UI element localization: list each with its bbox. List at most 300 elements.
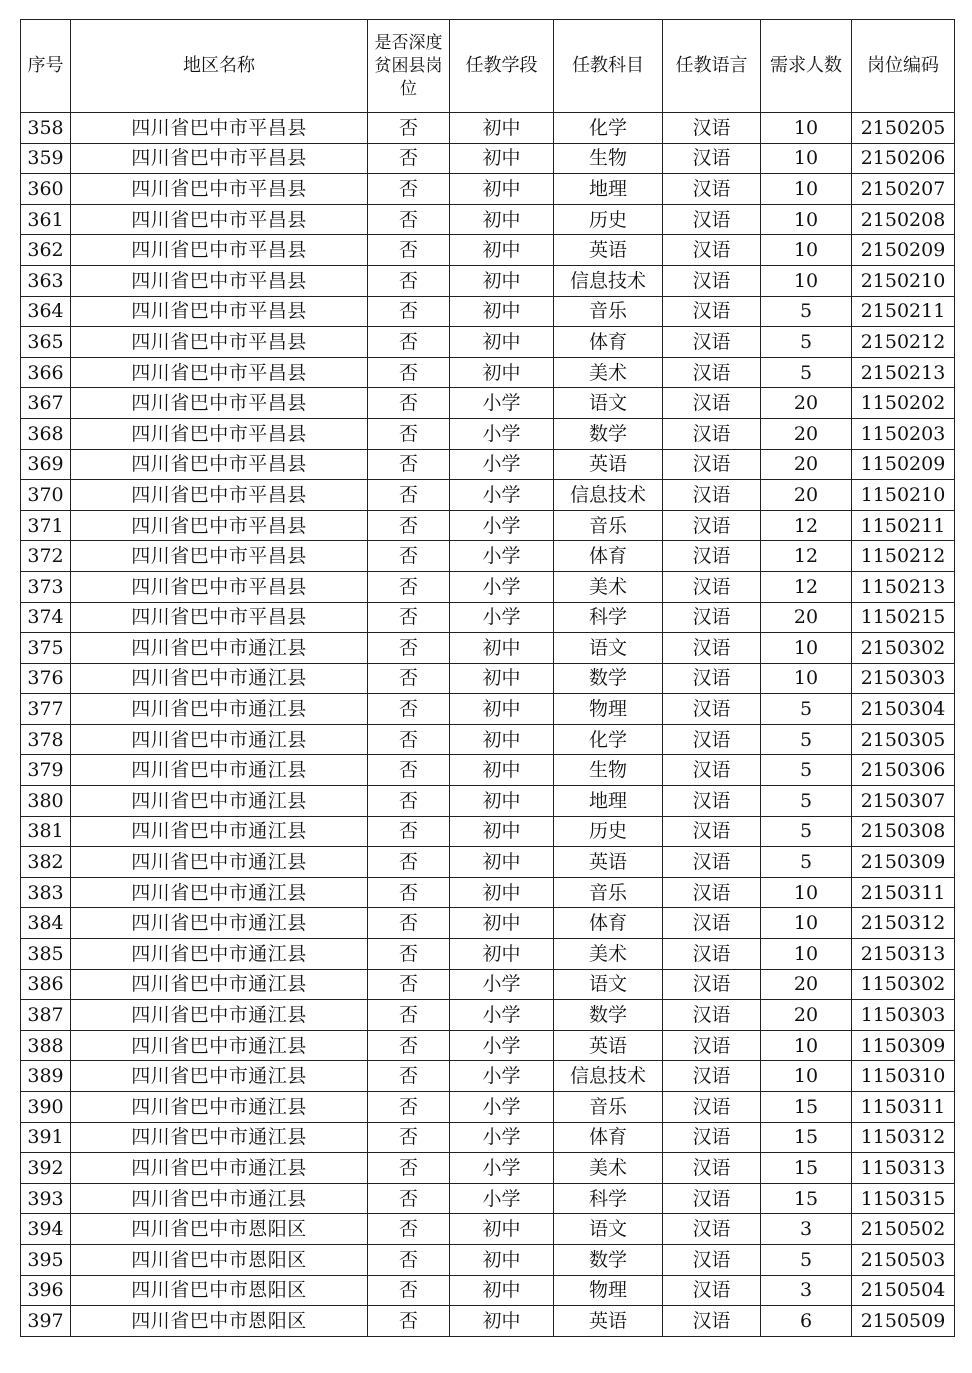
row-number-cell: 373 — [21, 571, 71, 602]
demand-cell: 5 — [761, 296, 852, 327]
demand-cell: 10 — [761, 113, 852, 144]
demand-cell: 5 — [761, 755, 852, 786]
demand-cell: 20 — [761, 418, 852, 449]
subject-cell: 信息技术 — [554, 480, 663, 511]
language-cell: 汉语 — [663, 541, 761, 572]
language-cell: 汉语 — [663, 1000, 761, 1031]
region-cell: 四川省巴中市通江县 — [71, 1061, 368, 1092]
demand-cell: 10 — [761, 939, 852, 970]
region-cell: 四川省巴中市通江县 — [71, 1153, 368, 1184]
job-code-cell: 1150310 — [852, 1061, 955, 1092]
row-number-cell: 374 — [21, 602, 71, 633]
row-number-cell: 396 — [21, 1275, 71, 1306]
header-cell: 地区名称 — [71, 20, 368, 113]
subject-cell: 语文 — [554, 388, 663, 419]
stage-cell: 小学 — [450, 418, 554, 449]
stage-cell: 初中 — [450, 174, 554, 205]
subject-cell: 语文 — [554, 1214, 663, 1245]
row-number-cell: 371 — [21, 510, 71, 541]
stage-cell: 初中 — [450, 724, 554, 755]
subject-cell: 化学 — [554, 113, 663, 144]
table-row — [21, 327, 955, 358]
table-row — [21, 755, 955, 786]
poverty-flag-cell: 否 — [368, 541, 450, 572]
subject-cell: 科学 — [554, 1183, 663, 1214]
job-code-cell: 2150305 — [852, 724, 955, 755]
job-code-cell: 1150303 — [852, 1000, 955, 1031]
region-cell: 四川省巴中市平昌县 — [71, 143, 368, 174]
job-code-cell: 1150312 — [852, 1122, 955, 1153]
poverty-flag-cell: 否 — [368, 694, 450, 725]
table-row — [21, 1000, 955, 1031]
job-code-cell: 1150202 — [852, 388, 955, 419]
subject-cell: 物理 — [554, 694, 663, 725]
job-code-cell: 2150503 — [852, 1244, 955, 1275]
language-cell: 汉语 — [663, 1122, 761, 1153]
stage-cell: 初中 — [450, 755, 554, 786]
language-cell: 汉语 — [663, 418, 761, 449]
region-cell: 四川省巴中市平昌县 — [71, 357, 368, 388]
table-row — [21, 541, 955, 572]
poverty-flag-cell: 否 — [368, 847, 450, 878]
row-number-cell: 362 — [21, 235, 71, 266]
job-table — [20, 19, 955, 1337]
language-cell: 汉语 — [663, 204, 761, 235]
row-number-cell: 361 — [21, 204, 71, 235]
poverty-flag-cell: 否 — [368, 296, 450, 327]
region-cell: 四川省巴中市恩阳区 — [71, 1214, 368, 1245]
region-cell: 四川省巴中市恩阳区 — [71, 1306, 368, 1337]
table-row — [21, 480, 955, 511]
poverty-flag-cell: 否 — [368, 174, 450, 205]
poverty-flag-cell: 否 — [368, 571, 450, 602]
language-cell: 汉语 — [663, 1061, 761, 1092]
row-number-cell: 377 — [21, 694, 71, 725]
header-cell: 任教科目 — [554, 20, 663, 113]
language-cell: 汉语 — [663, 1092, 761, 1123]
job-code-cell: 2150306 — [852, 755, 955, 786]
table-row — [21, 571, 955, 602]
language-cell: 汉语 — [663, 235, 761, 266]
demand-cell: 10 — [761, 908, 852, 939]
demand-cell: 20 — [761, 388, 852, 419]
language-cell: 汉语 — [663, 327, 761, 358]
poverty-flag-cell: 否 — [368, 449, 450, 480]
header-cell: 是否深度贫困县岗位 — [368, 20, 450, 113]
row-number-cell: 369 — [21, 449, 71, 480]
table-row — [21, 1153, 955, 1184]
region-cell: 四川省巴中市平昌县 — [71, 510, 368, 541]
language-cell: 汉语 — [663, 633, 761, 664]
job-code-cell: 2150303 — [852, 663, 955, 694]
subject-cell: 体育 — [554, 908, 663, 939]
table-row — [21, 388, 955, 419]
job-code-cell: 2150211 — [852, 296, 955, 327]
header-cell: 需求人数 — [761, 20, 852, 113]
demand-cell: 15 — [761, 1183, 852, 1214]
table-row — [21, 113, 955, 144]
demand-cell: 10 — [761, 1061, 852, 1092]
poverty-flag-cell: 否 — [368, 939, 450, 970]
stage-cell: 小学 — [450, 1122, 554, 1153]
language-cell: 汉语 — [663, 786, 761, 817]
table-row — [21, 724, 955, 755]
language-cell: 汉语 — [663, 1306, 761, 1337]
region-cell: 四川省巴中市通江县 — [71, 816, 368, 847]
row-number-cell: 386 — [21, 969, 71, 1000]
table-row — [21, 1122, 955, 1153]
demand-cell: 20 — [761, 449, 852, 480]
language-cell: 汉语 — [663, 113, 761, 144]
stage-cell: 小学 — [450, 541, 554, 572]
stage-cell: 初中 — [450, 786, 554, 817]
job-code-cell: 2150502 — [852, 1214, 955, 1245]
demand-cell: 15 — [761, 1092, 852, 1123]
job-code-cell: 1150215 — [852, 602, 955, 633]
region-cell: 四川省巴中市通江县 — [71, 663, 368, 694]
job-code-cell: 1150212 — [852, 541, 955, 572]
poverty-flag-cell: 否 — [368, 816, 450, 847]
demand-cell: 10 — [761, 204, 852, 235]
region-cell: 四川省巴中市平昌县 — [71, 327, 368, 358]
table-row — [21, 1214, 955, 1245]
language-cell: 汉语 — [663, 816, 761, 847]
subject-cell: 化学 — [554, 724, 663, 755]
region-cell: 四川省巴中市通江县 — [71, 1122, 368, 1153]
row-number-cell: 381 — [21, 816, 71, 847]
subject-cell: 音乐 — [554, 877, 663, 908]
table-row — [21, 1306, 955, 1337]
job-code-cell: 1150213 — [852, 571, 955, 602]
language-cell: 汉语 — [663, 1183, 761, 1214]
language-cell: 汉语 — [663, 939, 761, 970]
subject-cell: 生物 — [554, 755, 663, 786]
subject-cell: 英语 — [554, 1030, 663, 1061]
demand-cell: 10 — [761, 877, 852, 908]
row-number-cell: 387 — [21, 1000, 71, 1031]
table-row — [21, 235, 955, 266]
job-code-cell: 2150213 — [852, 357, 955, 388]
demand-cell: 6 — [761, 1306, 852, 1337]
region-cell: 四川省巴中市恩阳区 — [71, 1244, 368, 1275]
language-cell: 汉语 — [663, 908, 761, 939]
stage-cell: 小学 — [450, 1153, 554, 1184]
job-code-cell: 2150304 — [852, 694, 955, 725]
poverty-flag-cell: 否 — [368, 480, 450, 511]
demand-cell: 5 — [761, 724, 852, 755]
table-row — [21, 296, 955, 327]
subject-cell: 数学 — [554, 663, 663, 694]
job-code-cell: 1150302 — [852, 969, 955, 1000]
region-cell: 四川省巴中市恩阳区 — [71, 1275, 368, 1306]
language-cell: 汉语 — [663, 1275, 761, 1306]
demand-cell: 10 — [761, 174, 852, 205]
row-number-cell: 384 — [21, 908, 71, 939]
table-row — [21, 908, 955, 939]
row-number-cell: 364 — [21, 296, 71, 327]
subject-cell: 语文 — [554, 969, 663, 1000]
table-row — [21, 418, 955, 449]
job-code-cell: 2150207 — [852, 174, 955, 205]
subject-cell: 美术 — [554, 939, 663, 970]
poverty-flag-cell: 否 — [368, 1244, 450, 1275]
header-row — [21, 20, 955, 113]
demand-cell: 5 — [761, 327, 852, 358]
row-number-cell: 392 — [21, 1153, 71, 1184]
stage-cell: 初中 — [450, 327, 554, 358]
region-cell: 四川省巴中市平昌县 — [71, 571, 368, 602]
language-cell: 汉语 — [663, 847, 761, 878]
demand-cell: 20 — [761, 480, 852, 511]
row-number-cell: 383 — [21, 877, 71, 908]
demand-cell: 3 — [761, 1275, 852, 1306]
row-number-cell: 380 — [21, 786, 71, 817]
region-cell: 四川省巴中市平昌县 — [71, 296, 368, 327]
row-number-cell: 358 — [21, 113, 71, 144]
subject-cell: 科学 — [554, 602, 663, 633]
stage-cell: 初中 — [450, 204, 554, 235]
job-code-cell: 1150309 — [852, 1030, 955, 1061]
language-cell: 汉语 — [663, 143, 761, 174]
poverty-flag-cell: 否 — [368, 1000, 450, 1031]
job-code-cell: 2150313 — [852, 939, 955, 970]
job-code-cell: 2150509 — [852, 1306, 955, 1337]
poverty-flag-cell: 否 — [368, 265, 450, 296]
subject-cell: 数学 — [554, 1244, 663, 1275]
subject-cell: 英语 — [554, 449, 663, 480]
region-cell: 四川省巴中市通江县 — [71, 786, 368, 817]
table-row — [21, 633, 955, 664]
stage-cell: 初中 — [450, 113, 554, 144]
subject-cell: 英语 — [554, 1306, 663, 1337]
language-cell: 汉语 — [663, 694, 761, 725]
row-number-cell: 359 — [21, 143, 71, 174]
row-number-cell: 394 — [21, 1214, 71, 1245]
table-row — [21, 1244, 955, 1275]
demand-cell: 5 — [761, 847, 852, 878]
language-cell: 汉语 — [663, 877, 761, 908]
stage-cell: 初中 — [450, 877, 554, 908]
stage-cell: 初中 — [450, 694, 554, 725]
language-cell: 汉语 — [663, 265, 761, 296]
demand-cell: 12 — [761, 541, 852, 572]
job-code-cell: 2150308 — [852, 816, 955, 847]
row-number-cell: 395 — [21, 1244, 71, 1275]
job-code-cell: 1150315 — [852, 1183, 955, 1214]
language-cell: 汉语 — [663, 602, 761, 633]
table-row — [21, 357, 955, 388]
stage-cell: 小学 — [450, 969, 554, 1000]
language-cell: 汉语 — [663, 1214, 761, 1245]
subject-cell: 信息技术 — [554, 1061, 663, 1092]
header-cell: 序号 — [21, 20, 71, 113]
poverty-flag-cell: 否 — [368, 143, 450, 174]
header-cell: 岗位编码 — [852, 20, 955, 113]
language-cell: 汉语 — [663, 449, 761, 480]
subject-cell: 地理 — [554, 174, 663, 205]
stage-cell: 小学 — [450, 449, 554, 480]
region-cell: 四川省巴中市通江县 — [71, 969, 368, 1000]
row-number-cell: 391 — [21, 1122, 71, 1153]
table-row — [21, 174, 955, 205]
subject-cell: 历史 — [554, 816, 663, 847]
stage-cell: 小学 — [450, 480, 554, 511]
header-cell: 任教语言 — [663, 20, 761, 113]
language-cell: 汉语 — [663, 480, 761, 511]
subject-cell: 音乐 — [554, 1092, 663, 1123]
job-code-cell: 2150504 — [852, 1275, 955, 1306]
row-number-cell: 379 — [21, 755, 71, 786]
stage-cell: 初中 — [450, 1306, 554, 1337]
table-row — [21, 816, 955, 847]
language-cell: 汉语 — [663, 357, 761, 388]
subject-cell: 物理 — [554, 1275, 663, 1306]
region-cell: 四川省巴中市通江县 — [71, 939, 368, 970]
poverty-flag-cell: 否 — [368, 1061, 450, 1092]
table-row — [21, 1030, 955, 1061]
job-code-cell: 2150210 — [852, 265, 955, 296]
table-row — [21, 969, 955, 1000]
demand-cell: 10 — [761, 265, 852, 296]
row-number-cell: 365 — [21, 327, 71, 358]
row-number-cell: 375 — [21, 633, 71, 664]
language-cell: 汉语 — [663, 388, 761, 419]
stage-cell: 初中 — [450, 143, 554, 174]
table-row — [21, 1275, 955, 1306]
poverty-flag-cell: 否 — [368, 418, 450, 449]
stage-cell: 小学 — [450, 1000, 554, 1031]
table-row — [21, 602, 955, 633]
subject-cell: 体育 — [554, 1122, 663, 1153]
stage-cell: 小学 — [450, 388, 554, 419]
region-cell: 四川省巴中市通江县 — [71, 847, 368, 878]
job-code-cell: 2150309 — [852, 847, 955, 878]
job-code-cell: 2150302 — [852, 633, 955, 664]
demand-cell: 3 — [761, 1214, 852, 1245]
job-code-cell: 2150209 — [852, 235, 955, 266]
demand-cell: 20 — [761, 602, 852, 633]
demand-cell: 10 — [761, 143, 852, 174]
language-cell: 汉语 — [663, 1030, 761, 1061]
language-cell: 汉语 — [663, 296, 761, 327]
row-number-cell: 382 — [21, 847, 71, 878]
table-body — [21, 113, 955, 1337]
stage-cell: 小学 — [450, 602, 554, 633]
region-cell: 四川省巴中市通江县 — [71, 694, 368, 725]
stage-cell: 初中 — [450, 357, 554, 388]
subject-cell: 地理 — [554, 786, 663, 817]
job-code-cell: 2150307 — [852, 786, 955, 817]
poverty-flag-cell: 否 — [368, 786, 450, 817]
row-number-cell: 363 — [21, 265, 71, 296]
row-number-cell: 385 — [21, 939, 71, 970]
poverty-flag-cell: 否 — [368, 1183, 450, 1214]
subject-cell: 历史 — [554, 204, 663, 235]
subject-cell: 语文 — [554, 633, 663, 664]
poverty-flag-cell: 否 — [368, 235, 450, 266]
region-cell: 四川省巴中市通江县 — [71, 908, 368, 939]
table-row — [21, 694, 955, 725]
row-number-cell: 370 — [21, 480, 71, 511]
poverty-flag-cell: 否 — [368, 1275, 450, 1306]
subject-cell: 音乐 — [554, 510, 663, 541]
poverty-flag-cell: 否 — [368, 663, 450, 694]
subject-cell: 美术 — [554, 357, 663, 388]
subject-cell: 生物 — [554, 143, 663, 174]
demand-cell: 12 — [761, 571, 852, 602]
demand-cell: 10 — [761, 1030, 852, 1061]
demand-cell: 5 — [761, 1244, 852, 1275]
stage-cell: 初中 — [450, 908, 554, 939]
language-cell: 汉语 — [663, 510, 761, 541]
region-cell: 四川省巴中市通江县 — [71, 724, 368, 755]
region-cell: 四川省巴中市平昌县 — [71, 113, 368, 144]
subject-cell: 体育 — [554, 541, 663, 572]
region-cell: 四川省巴中市平昌县 — [71, 602, 368, 633]
row-number-cell: 376 — [21, 663, 71, 694]
stage-cell: 小学 — [450, 1092, 554, 1123]
table-row — [21, 877, 955, 908]
table-row — [21, 1183, 955, 1214]
stage-cell: 初中 — [450, 847, 554, 878]
table-row — [21, 265, 955, 296]
table-row — [21, 143, 955, 174]
row-number-cell: 378 — [21, 724, 71, 755]
poverty-flag-cell: 否 — [368, 969, 450, 1000]
stage-cell: 小学 — [450, 510, 554, 541]
job-code-cell: 1150311 — [852, 1092, 955, 1123]
region-cell: 四川省巴中市通江县 — [71, 1030, 368, 1061]
demand-cell: 10 — [761, 235, 852, 266]
language-cell: 汉语 — [663, 1153, 761, 1184]
language-cell: 汉语 — [663, 571, 761, 602]
stage-cell: 初中 — [450, 1214, 554, 1245]
table-row — [21, 786, 955, 817]
row-number-cell: 389 — [21, 1061, 71, 1092]
table-row — [21, 939, 955, 970]
job-code-cell: 2150208 — [852, 204, 955, 235]
row-number-cell: 388 — [21, 1030, 71, 1061]
language-cell: 汉语 — [663, 663, 761, 694]
row-number-cell: 372 — [21, 541, 71, 572]
stage-cell: 初中 — [450, 1275, 554, 1306]
region-cell: 四川省巴中市平昌县 — [71, 235, 368, 266]
stage-cell: 初中 — [450, 296, 554, 327]
poverty-flag-cell: 否 — [368, 1306, 450, 1337]
language-cell: 汉语 — [663, 174, 761, 205]
table-row — [21, 449, 955, 480]
subject-cell: 音乐 — [554, 296, 663, 327]
demand-cell: 10 — [761, 633, 852, 664]
job-code-cell: 1150313 — [852, 1153, 955, 1184]
poverty-flag-cell: 否 — [368, 510, 450, 541]
demand-cell: 5 — [761, 357, 852, 388]
subject-cell: 美术 — [554, 571, 663, 602]
row-number-cell: 360 — [21, 174, 71, 205]
stage-cell: 初中 — [450, 265, 554, 296]
region-cell: 四川省巴中市通江县 — [71, 755, 368, 786]
stage-cell: 初中 — [450, 816, 554, 847]
table-row — [21, 510, 955, 541]
poverty-flag-cell: 否 — [368, 1214, 450, 1245]
poverty-flag-cell: 否 — [368, 204, 450, 235]
poverty-flag-cell: 否 — [368, 602, 450, 633]
stage-cell: 初中 — [450, 235, 554, 266]
subject-cell: 英语 — [554, 847, 663, 878]
row-number-cell: 393 — [21, 1183, 71, 1214]
poverty-flag-cell: 否 — [368, 724, 450, 755]
poverty-flag-cell: 否 — [368, 113, 450, 144]
